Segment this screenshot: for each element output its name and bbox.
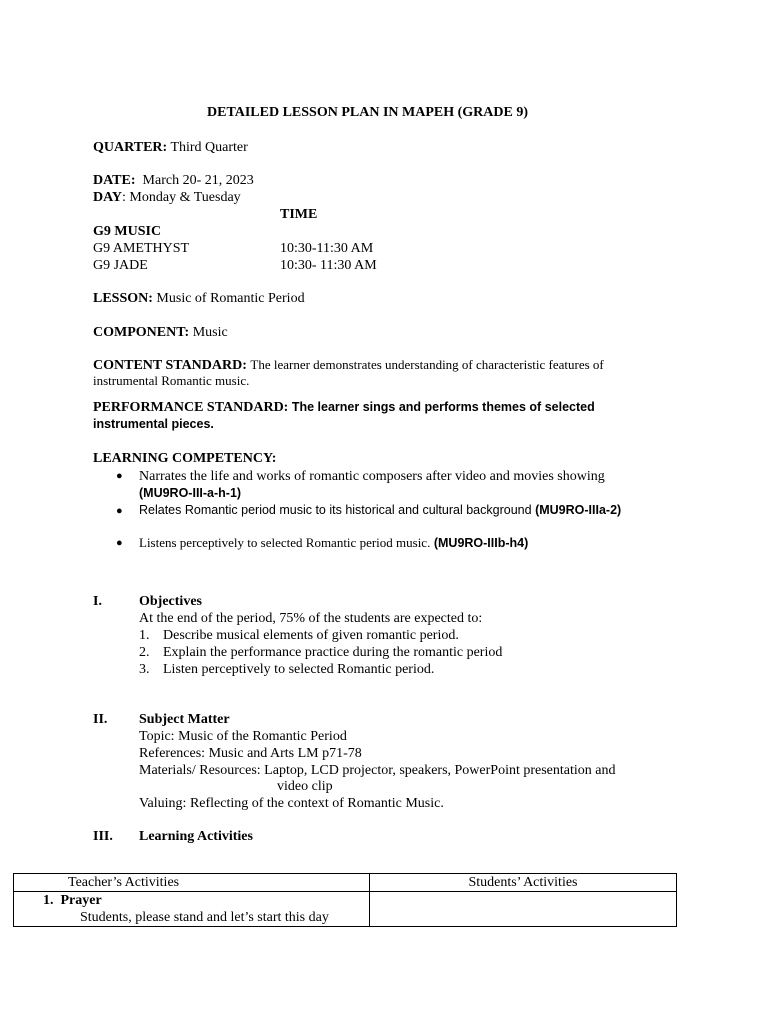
learning-activities-numeral: III. [93,829,113,844]
competency-item-1-text: Narrates the life and works of romantic composers after video and movies showing [139,469,605,484]
competency-item-3-text: Listens perceptively to selected Romantic period music. [139,535,431,550]
lesson-label: LESSON: [93,291,153,306]
subject-matter-numeral: II. [93,712,108,727]
schedule-time-1: 10:30-11:30 AM [280,241,374,256]
content-standard-text2: instrumental Romantic music. [93,373,250,388]
schedule-section-1: G9 AMETHYST [93,241,190,256]
quarter-label: QUARTER: [93,140,168,155]
bullet-icon: ● [116,537,123,549]
objectives-intro: At the end of the period, 75% of the students are expected to: [139,611,483,626]
lesson-value: Music of Romantic Period [156,291,305,306]
date-line [93,172,254,189]
prayer-text: Students, please stand and let’s start this day [80,910,329,925]
day-line [93,189,241,206]
objective-text-2: Explain the performance practice during the romantic period [163,645,503,660]
content-standard-label: CONTENT STANDARD: [93,358,247,373]
schedule-section-2: G9 JADE [93,258,148,273]
subject-references: References: Music and Arts LM p71-78 [139,746,362,761]
date-label: DATE: [93,173,136,188]
performance-standard-text1: The learner sings and performs themes of selected [291,400,595,414]
quarter-value: Third Quarter [170,140,248,155]
content-standard-text1: The learner demonstrates understanding of characteristic features of [250,357,604,372]
date-value: March 20- 21, 2023 [142,173,254,188]
component-value: Music [192,325,228,340]
component-label: COMPONENT: [93,325,190,340]
component-line [93,324,228,341]
competency-item-2-text: Relates Romantic period music to its historical and cultural background [139,503,532,517]
table-row [14,892,677,927]
objective-num-3: 3. [139,662,150,677]
objectives-numeral: I. [93,594,102,609]
quarter-line [93,139,248,156]
competency-item-3-code: (MU9RO-IIIb-h4) [433,536,529,550]
time-header: TIME [280,207,318,222]
teacher-activity-cell [14,892,370,927]
bullet-icon: ● [116,505,123,517]
learning-activities-table [13,873,677,927]
performance-standard-label: PERFORMANCE STANDARD: [93,400,289,415]
learning-competency-heading: LEARNING COMPETENCY: [93,451,277,466]
prayer-number: 1. [43,893,54,908]
subject-materials-line2: video clip [277,779,333,794]
class-header: G9 MUSIC [93,224,162,239]
learning-activities-heading: Learning Activities [139,829,253,844]
prayer-heading-line [14,892,369,909]
competency-item-2-code: (MU9RO-IIIa-2) [535,503,622,517]
objective-text-3: Listen perceptively to selected Romantic period. [163,662,435,677]
competency-item-1-code: (MU9RO-III-a-h-1) [139,486,242,500]
competency-item-3 [139,534,528,552]
teacher-activities-label: Teacher’s Activities [68,875,180,890]
student-activity-cell [370,892,677,927]
competency-item-2 [139,502,621,519]
students-activities-label: Students’ Activities [468,875,578,890]
subject-topic: Topic: Music of the Romantic Period [139,729,347,744]
day-label: DAY [93,190,123,205]
objective-text-1: Describe musical elements of given romantic period. [163,628,459,643]
table-header-students [370,874,677,892]
performance-standard-text2: instrumental pieces. [93,417,214,431]
objective-num-2: 2. [139,645,150,660]
bullet-icon: ● [116,470,123,482]
table-header-row [14,874,677,892]
schedule-time-2: 10:30- 11:30 AM [280,258,377,273]
objectives-heading: Objectives [139,594,202,609]
day-value: : Monday & Tuesday [122,190,241,205]
subject-valuing: Valuing: Reflecting of the context of Romantic Music. [139,796,444,811]
prayer-heading: Prayer [60,893,102,908]
table-header-teacher [14,874,370,892]
lesson-line [93,290,305,307]
subject-matter-heading: Subject Matter [139,712,230,727]
subject-materials-line1: Materials/ Resources: Laptop, LCD projector, speakers, PowerPoint presentation and [139,763,616,778]
objective-num-1: 1. [139,628,150,643]
document-title: DETAILED LESSON PLAN IN MAPEH (GRADE 9) [207,105,528,120]
performance-standard-line1 [93,399,595,416]
